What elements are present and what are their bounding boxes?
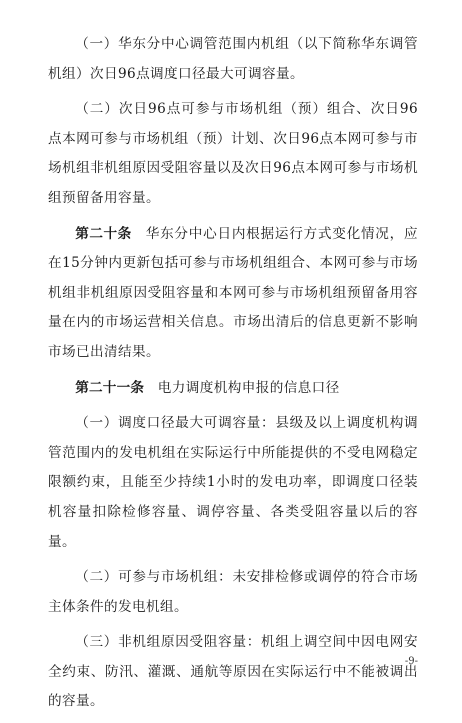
page-number: -9- [404,656,418,667]
article-20-text: 华东分中心日内根据运行方式变化情况，应在15分钟内更新包括可参与市场机组组合、本网可参与市场机组非机组原因受阻容量和本网可参与市场机组预留备用容量在内的市场运营相关信息。市场出清后的信息更新不影响市场已出清结果。 [48,225,418,360]
article-20-heading: 第二十条 [75,225,132,242]
paragraph-5 [48,409,418,557]
paragraph-1-text: （一）华东分中心调管范围内机组（以下简称华东调管机组）次日96点调度口径最大可调容量。 [48,36,418,82]
article-21 [48,374,418,404]
document-body [48,30,418,723]
paragraph-2 [48,95,418,213]
paragraph-6-text: （二）可参与市场机组：未安排检修或调停的符合市场主体条件的发电机组。 [48,569,418,615]
paragraph-7 [48,628,418,717]
paragraph-6 [48,563,418,622]
paragraph-5-text: （一）调度口径最大可调容量：县级及以上调度机构调管范围内的发电机组在实际运行中所能提供的不受电网稳定限额约束，且能至少持续1小时的发电功率，即调度口径装机容量扣除检修容量、调停容量、各类受阻容量以后的容量。 [48,415,418,550]
paragraph-7-text: （三）非机组原因受阻容量：机组上调空间中因电网安全约束、防汛、灌溉、通航等原因在实际运行中不能被调出的容量。 [48,634,418,710]
article-21-text: 电力调度机构申报的信息口径 [157,379,340,396]
article-20 [48,220,418,368]
article-21-heading: 第二十一条 [75,379,145,396]
paragraph-2-text: （二）次日96点可参与市场机组（预）组合、次日96点本网可参与市场机组（预）计划、次日96点本网可参与市场机组非机组原因受阻容量以及次日96点本网可参与市场机组预留备用容量。 [48,101,418,206]
paragraph-1 [48,30,418,89]
